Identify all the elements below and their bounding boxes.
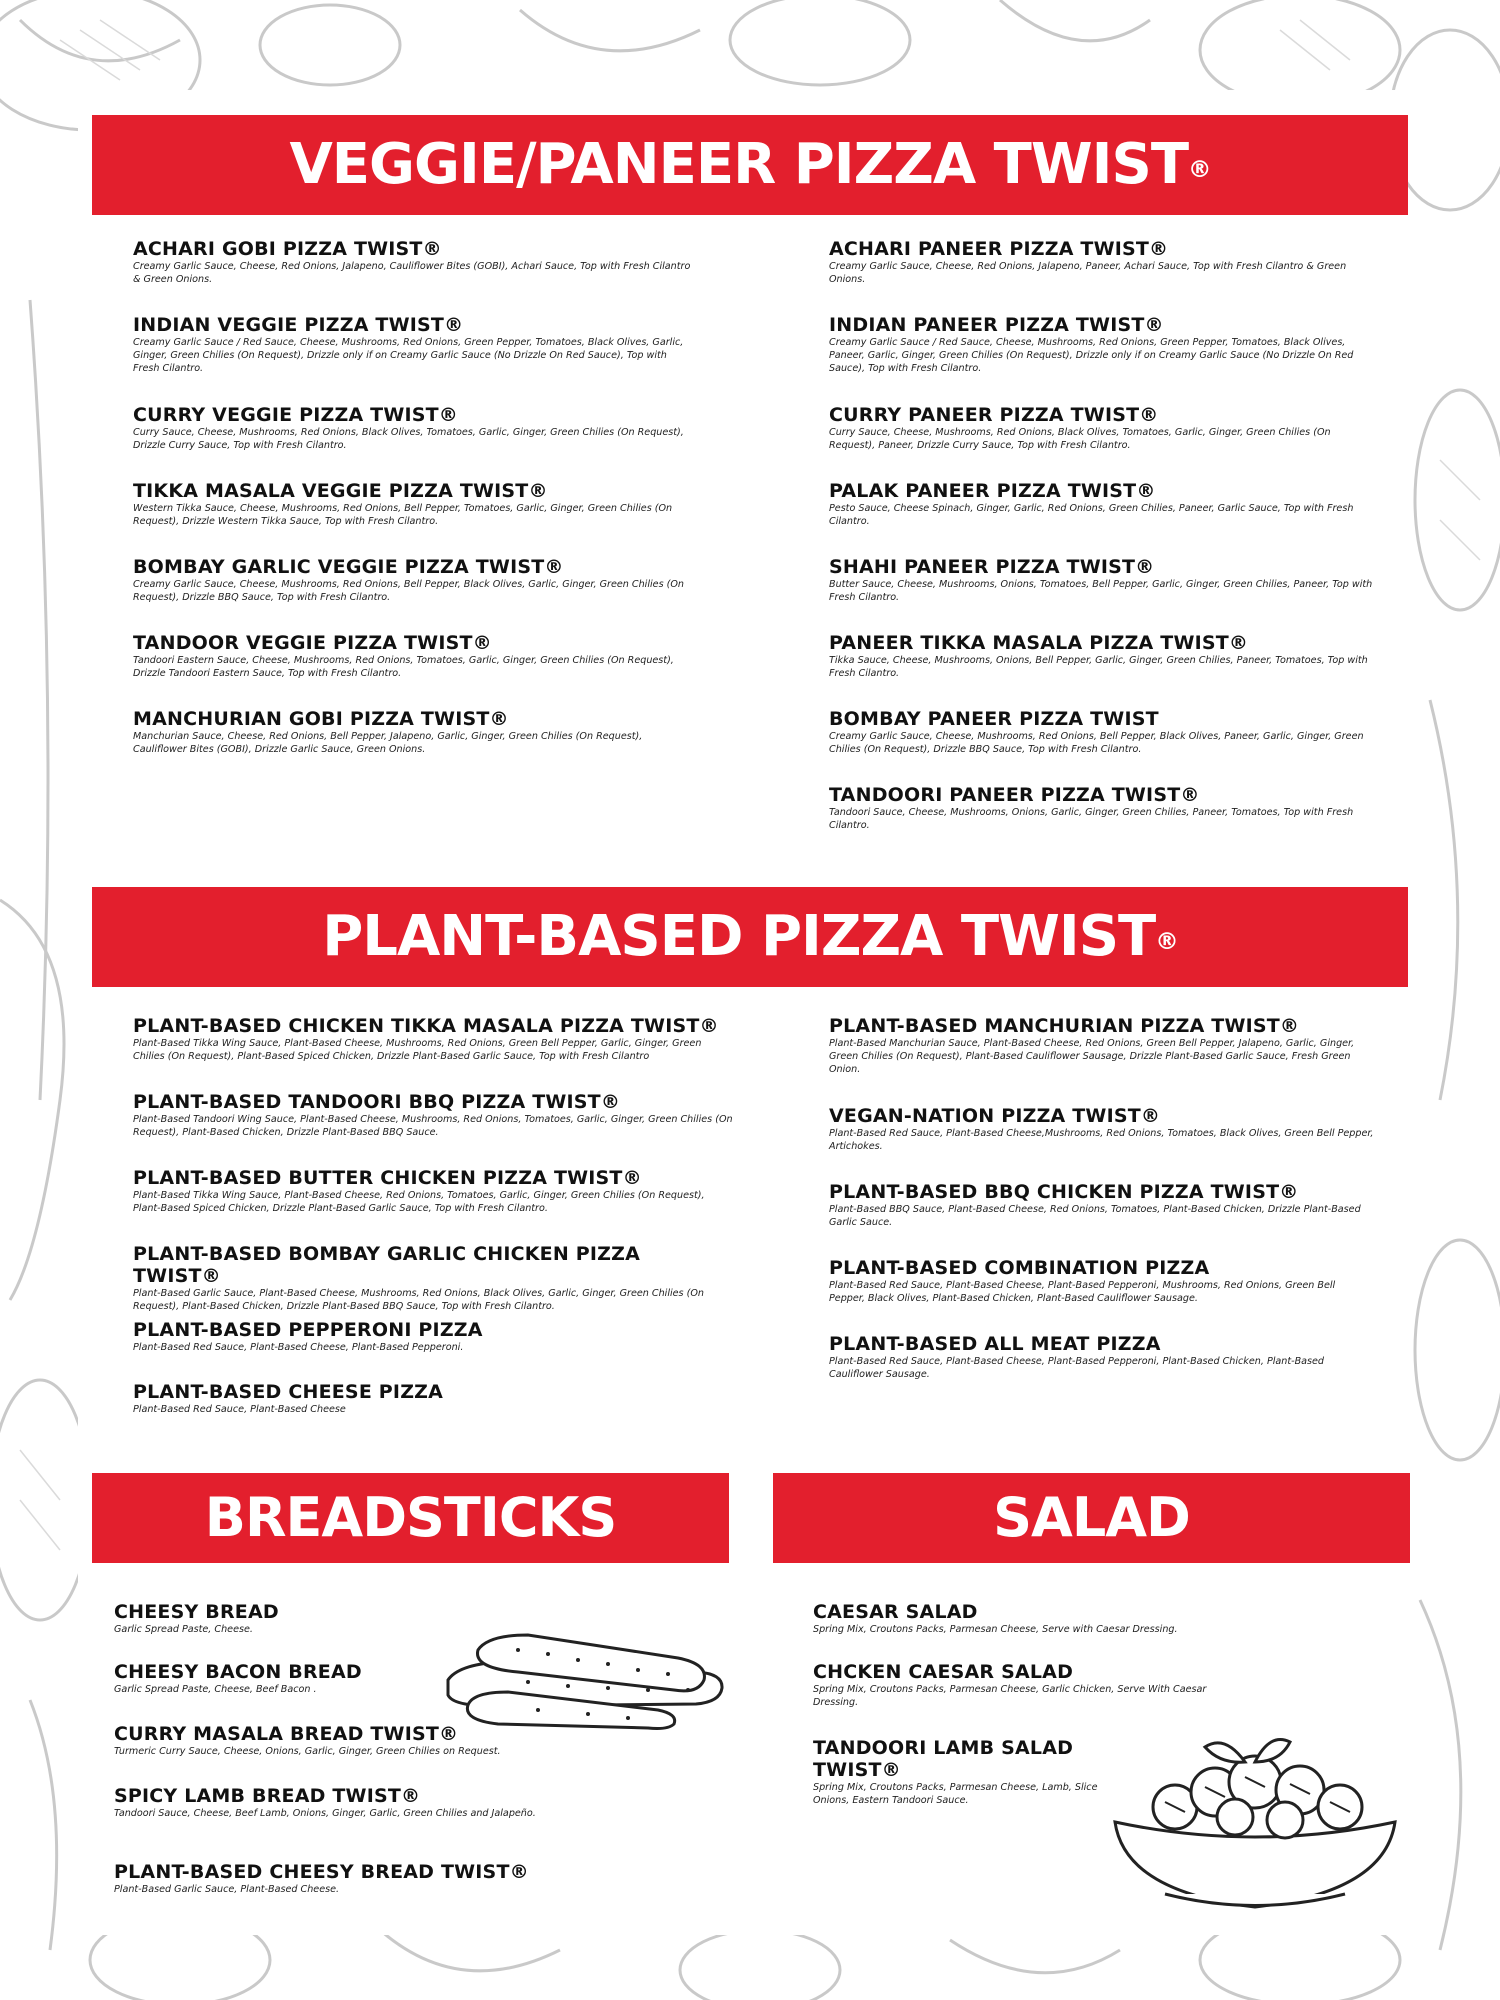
- item-description: Curry Sauce, Cheese, Mushrooms, Red Onions, Black Olives, Tomatoes, Garlic, Ginger, Green Chilies (On Request), Drizzle Curry Sauce, Top with Fresh Cilantro.: [133, 427, 684, 451]
- item-name: CURRY MASALA BREAD TWIST®: [114, 1723, 459, 1745]
- item-description: Plant-Based Red Sauce, Plant-Based Cheese: [133, 1404, 346, 1415]
- item-name: CURRY VEGGIE PIZZA TWIST®: [133, 404, 459, 426]
- menu-item: [829, 1181, 1374, 1229]
- item-description: Tikka Sauce, Cheese, Mushrooms, Onions, Bell Pepper, Garlic, Ginger, Green Chilies, Paneer, Tomatoes, Top with Fresh Cilantro.: [829, 655, 1368, 679]
- item-name: PLANT-BASED BOMBAY GARLIC CHICKEN PIZZA TWIST®: [133, 1243, 641, 1287]
- item-description: Plant-Based Tikka Wing Sauce, Plant-Based Cheese, Red Onions, Tomatoes, Garlic, Ginger, Green Chilies (On Request), Plant-Based Spiced Chicken, Drizzle Plant-Based Garlic Sauce, Top with Fresh Cilantro.: [133, 1190, 705, 1214]
- veggie-paneer-banner: [92, 115, 1408, 215]
- menu-item: [829, 314, 1374, 375]
- item-description: Plant-Based Manchurian Sauce, Plant-Based Cheese, Red Onions, Green Bell Pepper, Jalapeno, Garlic, Ginger, Green Chilies (On Request), Plant-Based Cauliflower Sausage, Drizzle Plant-Based Garlic Sauce, Fresh Green Onion.: [829, 1038, 1355, 1075]
- menu-item: [133, 1167, 733, 1215]
- item-name: PLANT-BASED BUTTER CHICKEN PIZZA TWIST®: [133, 1167, 642, 1189]
- item-name: BOMBAY PANEER PIZZA TWIST: [829, 708, 1159, 730]
- plant-based-banner: [92, 887, 1408, 987]
- menu-item: [133, 480, 693, 528]
- item-name: PANEER TIKKA MASALA PIZZA TWIST®: [829, 632, 1249, 654]
- item-name: CAESAR SALAD: [813, 1601, 978, 1623]
- item-description: Plant-Based Red Sauce, Plant-Based Cheese, Plant-Based Pepperoni, Plant-Based Chicken, Plant-Based Cauliflower Sausage.: [829, 1356, 1325, 1380]
- menu-item: [829, 238, 1374, 286]
- item-name: CHEESY BACON BREAD: [114, 1661, 362, 1683]
- item-description: Plant-Based Red Sauce, Plant-Based Cheese, Plant-Based Pepperoni, Mushrooms, Red Onions, Green Bell Pepper, Black Olives, Plant-Based Chicken, Plant-Based Cauliflower Sausage.: [829, 1280, 1336, 1304]
- menu-item: [829, 1333, 1374, 1381]
- item-description: Creamy Garlic Sauce, Cheese, Red Onions, Jalapeno, Cauliflower Bites (GOBI), Achari Sauce, Top with Fresh Cilantro & Green Onions.: [133, 261, 691, 285]
- menu-item: [829, 708, 1374, 756]
- item-description: Garlic Spread Paste, Cheese.: [114, 1624, 253, 1635]
- item-name: PLANT-BASED CHEESY BREAD TWIST®: [114, 1861, 529, 1883]
- item-description: Plant-Based BBQ Sauce, Plant-Based Cheese, Red Onions, Tomatoes, Plant-Based Chicken, Drizzle Plant-Based Garlic Sauce.: [829, 1204, 1361, 1228]
- item-name: TANDOOR VEGGIE PIZZA TWIST®: [133, 632, 492, 654]
- menu-item: [114, 1661, 362, 1696]
- menu-item: [133, 556, 693, 604]
- item-description: Spring Mix, Croutons Packs, Parmesan Cheese, Serve with Caesar Dressing.: [813, 1624, 1178, 1635]
- salad-title: SALAD: [993, 1486, 1190, 1549]
- item-name: PLANT-BASED TANDOORI BBQ PIZZA TWIST®: [133, 1091, 621, 1113]
- item-description: Curry Sauce, Cheese, Mushrooms, Red Onions, Black Olives, Tomatoes, Garlic, Ginger, Green Chilies (On Request), Paneer, Drizzle Curry Sauce, Top with Fresh Cilantro.: [829, 427, 1331, 451]
- menu-item: [114, 1601, 279, 1636]
- menu-item: [133, 238, 693, 286]
- item-name: CURRY PANEER PIZZA TWIST®: [829, 404, 1159, 426]
- menu-item: [829, 1015, 1374, 1076]
- item-name: PLANT-BASED PEPPERONI PIZZA: [133, 1319, 483, 1341]
- item-name: PALAK PANEER PIZZA TWIST®: [829, 480, 1156, 502]
- item-name: BOMBAY GARLIC VEGGIE PIZZA TWIST®: [133, 556, 564, 578]
- item-description: Pesto Sauce, Cheese Spinach, Ginger, Garlic, Red Onions, Green Chilies, Paneer, Garlic Sauce, Top with Fresh Cilantro.: [829, 503, 1354, 527]
- item-name: TIKKA MASALA VEGGIE PIZZA TWIST®: [133, 480, 548, 502]
- menu-item: [829, 404, 1374, 452]
- item-name: SHAHI PANEER PIZZA TWIST®: [829, 556, 1155, 578]
- item-description: Turmeric Curry Sauce, Cheese, Onions, Garlic, Ginger, Green Chilies on Request.: [114, 1746, 501, 1757]
- menu-item: [813, 1601, 1178, 1636]
- menu-item: [829, 784, 1374, 832]
- menu-item: [829, 1257, 1374, 1305]
- item-name: PLANT-BASED ALL MEAT PIZZA: [829, 1333, 1161, 1355]
- item-description: Creamy Garlic Sauce / Red Sauce, Cheese, Mushrooms, Red Onions, Green Pepper, Tomatoes, Black Olives, Garlic, Ginger, Green Chilies (On Request), Drizzle only if on Creamy Garlic Sauce (No Drizzle On Red Sauce), Top with Fresh Cilantro.: [133, 337, 684, 374]
- item-description: Creamy Garlic Sauce, Cheese, Mushrooms, Red Onions, Bell Pepper, Black Olives, Paneer, Garlic, Ginger, Green Chilies (On Request), Drizzle BBQ Sauce, Top with Fresh Cilantro.: [829, 731, 1364, 755]
- item-name: ACHARI GOBI PIZZA TWIST®: [133, 238, 442, 260]
- salad-bowl-illustration: [1105, 1722, 1405, 1922]
- breadsticks-title: BREADSTICKS: [204, 1486, 617, 1549]
- registered-mark: ®: [1155, 926, 1178, 955]
- item-name: TANDOORI LAMB SALAD TWIST®: [813, 1737, 1074, 1781]
- menu-item: [133, 1243, 733, 1313]
- item-name: SPICY LAMB BREAD TWIST®: [114, 1785, 421, 1807]
- item-description: Plant-Based Tikka Wing Sauce, Plant-Based Cheese, Mushrooms, Red Onions, Green Bell Pepper, Garlic, Ginger, Green Chilies (On Request), Plant-Based Spiced Chicken, Drizzle Plant-Based Garlic Sauce, Top with Fresh Cilantro: [133, 1038, 702, 1062]
- item-description: Plant-Based Garlic Sauce, Plant-Based Cheese.: [114, 1884, 340, 1895]
- item-name: INDIAN VEGGIE PIZZA TWIST®: [133, 314, 464, 336]
- menu-item: [829, 1105, 1374, 1153]
- menu-item: [133, 404, 693, 452]
- item-name: CHEESY BREAD: [114, 1601, 279, 1623]
- menu-item: [133, 1015, 733, 1063]
- item-description: Tandoori Sauce, Cheese, Mushrooms, Onions, Garlic, Ginger, Green Chilies, Paneer, Tomatoes, Top with Fresh Cilantro.: [829, 807, 1354, 831]
- item-name: MANCHURIAN GOBI PIZZA TWIST®: [133, 708, 509, 730]
- item-description: Tandoori Eastern Sauce, Cheese, Mushrooms, Red Onions, Tomatoes, Garlic, Ginger, Green Chilies (On Request), Drizzle Tandoori Eastern Sauce, Top with Fresh Cilantro.: [133, 655, 674, 679]
- item-description: Spring Mix, Croutons Packs, Parmesan Cheese, Garlic Chicken, Serve With Caesar Dressing.: [813, 1684, 1207, 1708]
- item-description: Plant-Based Tandoori Wing Sauce, Plant-Based Cheese, Mushrooms, Red Onions, Tomatoes, Garlic, Ginger, Green Chilies (On Request), Plant-Based Chicken, Drizzle Plant-Based BBQ Sauce.: [133, 1114, 733, 1138]
- menu-item: [133, 1091, 733, 1139]
- menu-item: [133, 632, 693, 680]
- breadsticks-illustration: [438, 1610, 738, 1730]
- item-name: PLANT-BASED CHICKEN TIKKA MASALA PIZZA TWIST®: [133, 1015, 719, 1037]
- menu-item: [133, 708, 693, 756]
- item-description: Western Tikka Sauce, Cheese, Mushrooms, Red Onions, Bell Pepper, Tomatoes, Garlic, Ginger, Green Chilies (On Request), Drizzle Western Tikka Sauce, Top with Fresh Cilantro.: [133, 503, 673, 527]
- item-description: Butter Sauce, Cheese, Mushrooms, Onions, Tomatoes, Bell Pepper, Garlic, Ginger, Green Chilies, Paneer, Top with Fresh Cilantro.: [829, 579, 1373, 603]
- item-name: CHCKEN CAESAR SALAD: [813, 1661, 1074, 1683]
- veggie-paneer-title: VEGGIE/PANEER PIZZA TWIST: [289, 132, 1189, 197]
- item-name: VEGAN-NATION PIZZA TWIST®: [829, 1105, 1161, 1127]
- menu-item: [133, 1381, 443, 1416]
- breadsticks-banner: [92, 1473, 729, 1563]
- item-description: Manchurian Sauce, Cheese, Red Onions, Bell Pepper, Jalapeno, Garlic, Ginger, Green Chilies (On Request), Cauliflower Bites (GOBI), Drizzle Garlic Sauce, Green Onions.: [133, 731, 643, 755]
- menu-item: [829, 556, 1374, 604]
- menu-item: [829, 632, 1374, 680]
- item-name: PLANT-BASED BBQ CHICKEN PIZZA TWIST®: [829, 1181, 1299, 1203]
- registered-mark: ®: [1188, 154, 1211, 183]
- item-description: Plant-Based Red Sauce, Plant-Based Cheese,Mushrooms, Red Onions, Tomatoes, Black Olives, Green Bell Pepper, Artichokes.: [829, 1128, 1374, 1152]
- item-name: INDIAN PANEER PIZZA TWIST®: [829, 314, 1164, 336]
- menu-item: [133, 1319, 483, 1354]
- item-description: Spring Mix, Croutons Packs, Parmesan Cheese, Lamb, Slice Onions, Eastern Tandoori Sauce.: [813, 1782, 1098, 1806]
- item-description: Creamy Garlic Sauce, Cheese, Mushrooms, Red Onions, Bell Pepper, Black Olives, Garlic, Ginger, Green Chilies (On Request), Drizzle BBQ Sauce, Top with Fresh Cilantro.: [133, 579, 685, 603]
- item-description: Plant-Based Red Sauce, Plant-Based Cheese, Plant-Based Pepperoni.: [133, 1342, 464, 1353]
- item-name: ACHARI PANEER PIZZA TWIST®: [829, 238, 1169, 260]
- menu-item: [114, 1861, 529, 1896]
- item-name: PLANT-BASED CHEESE PIZZA: [133, 1381, 444, 1403]
- item-description: Tandoori Sauce, Cheese, Beef Lamb, Onions, Ginger, Garlic, Green Chilies and Jalapeño.: [114, 1808, 536, 1819]
- item-name: PLANT-BASED COMBINATION PIZZA: [829, 1257, 1210, 1279]
- item-name: PLANT-BASED MANCHURIAN PIZZA TWIST®: [829, 1015, 1300, 1037]
- item-description: Garlic Spread Paste, Cheese, Beef Bacon .: [114, 1684, 317, 1695]
- menu-item: [133, 314, 693, 375]
- item-description: Creamy Garlic Sauce, Cheese, Red Onions, Jalapeno, Paneer, Achari Sauce, Top with Fresh Cilantro & Green Onions.: [829, 261, 1347, 285]
- item-description: Creamy Garlic Sauce / Red Sauce, Cheese, Mushrooms, Red Onions, Green Pepper, Tomatoes, Black Olives, Paneer, Garlic, Ginger, Green Chilies (On Request), Drizzle only if on Creamy Garlic Sauce (No Drizzle On Red Sauce), Top with Fresh Cilantro.: [829, 337, 1354, 374]
- menu-item: [114, 1785, 536, 1820]
- item-name: TANDOORI PANEER PIZZA TWIST®: [829, 784, 1200, 806]
- item-description: Plant-Based Garlic Sauce, Plant-Based Cheese, Mushrooms, Red Onions, Black Olives, Garlic, Ginger, Green Chilies (On Request), Plant-Based Chicken, Drizzle Plant-Based BBQ Sauce, Top with Fresh Cilantro.: [133, 1288, 704, 1312]
- salad-banner: [773, 1473, 1410, 1563]
- plant-based-title: PLANT-BASED PIZZA TWIST: [322, 904, 1156, 969]
- menu-item: [813, 1661, 1233, 1709]
- menu-item: [813, 1737, 1113, 1807]
- menu-item: [829, 480, 1374, 528]
